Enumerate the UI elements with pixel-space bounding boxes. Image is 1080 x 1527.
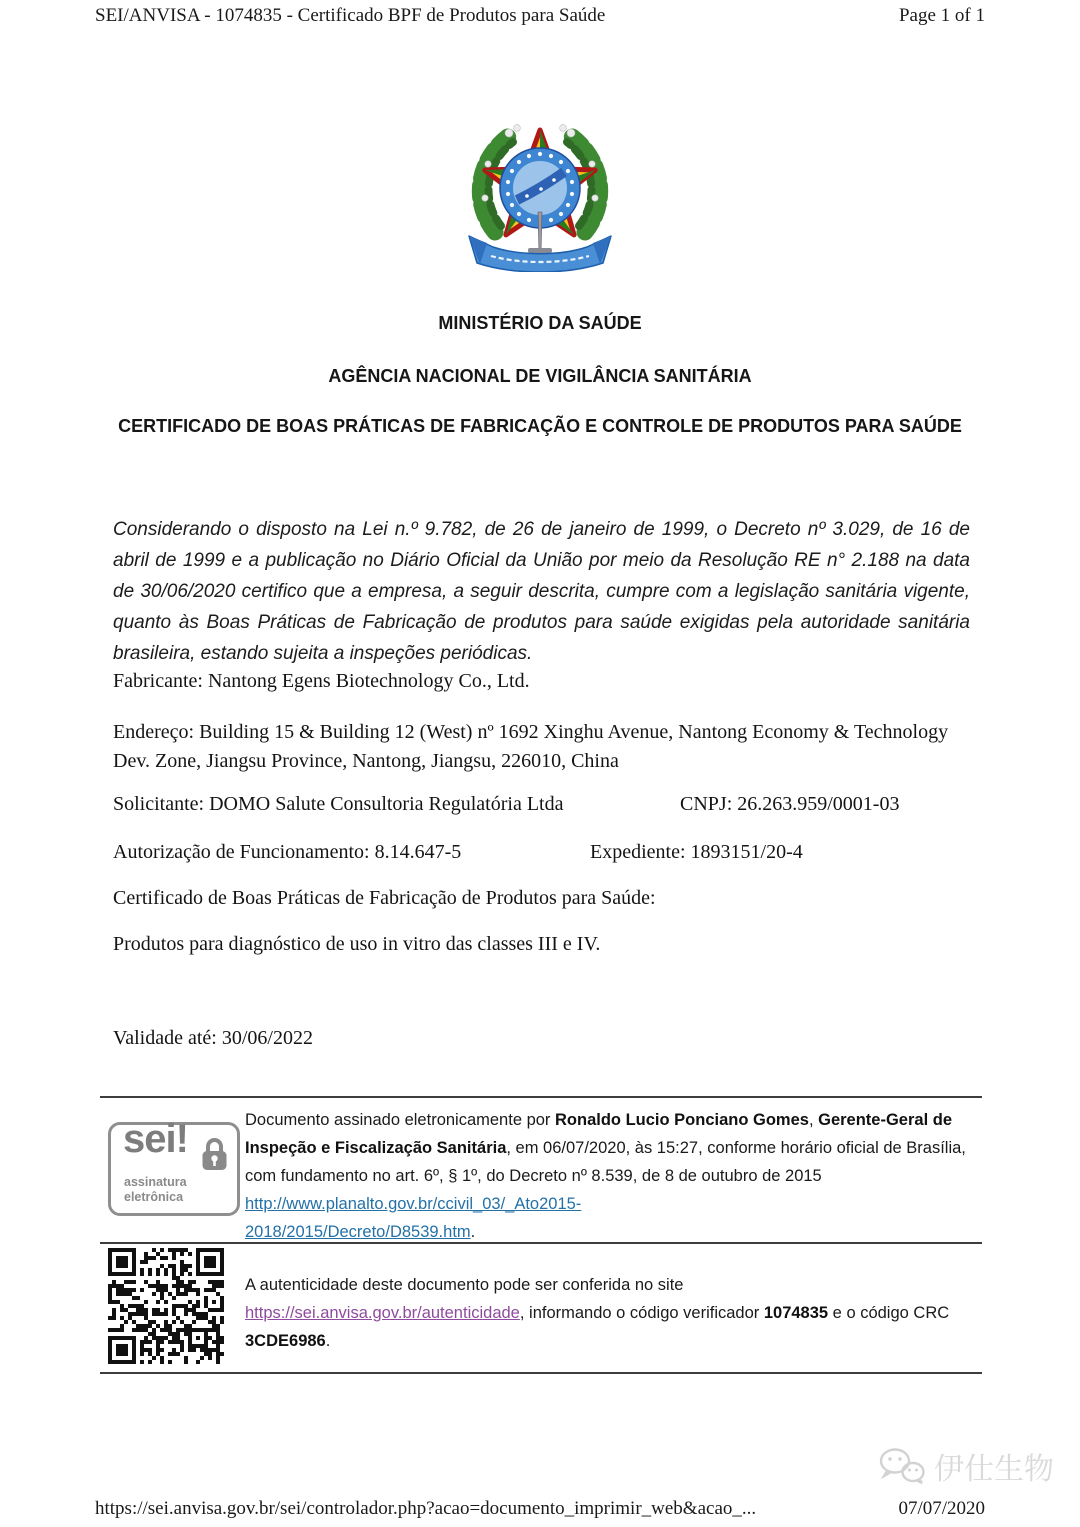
print-footer <box>95 1498 985 1520</box>
eletronica-label: eletrônica <box>124 1190 184 1204</box>
wechat-icon <box>878 1446 926 1486</box>
verificador-code: 1074835 <box>763 1304 829 1322</box>
signature-text-2: , em 06/07/2020, às 15:27, conforme horário oficial de Brasília, com fundamento no art. 6º, § 1º, do Decreto nº 8.539, de 8 de outubro de 2015 <box>245 1139 966 1185</box>
sei-signature-stamp <box>108 1117 240 1216</box>
coat-of-arms <box>453 106 627 272</box>
signature-period: . <box>470 1223 476 1241</box>
signer-role: Gerente-Geral de Inspeção e Fiscalização Sanitária <box>245 1111 953 1157</box>
planalto-link[interactable] <box>245 1195 581 1241</box>
signature-sep: , <box>808 1111 819 1129</box>
signature-text-1: Documento assinado eletronicamente por <box>245 1111 556 1129</box>
solicitante-line: Solicitante: DOMO Salute Consultoria Regulatória Ltda <box>113 793 564 815</box>
preamble-paragraph: Considerando o disposto na Lei n.º 9.782, de 26 de janeiro de 1999, o Decreto nº 3.029, de 16 de abril de 1999 e a publicação no Diário Oficial da União por meio da Resolução RE n° 2.188 na data de 30/06/2020 certifico que a empresa, a seguir descrita, cumpre com a legislação sanitária vigente, quanto às Boas Práticas de Fabricação de produtos para saúde exigidas pela autoridade sanitária brasileira, estando sujeita a inspeções periódicas. <box>113 519 970 664</box>
cnpj-value: CNPJ: 26.263.959/0001-03 <box>680 793 900 815</box>
signer-name: Ronaldo Lucio Ponciano Gomes <box>555 1111 809 1129</box>
planalto-link-line1: http://www.planalto.gov.br/ccivil_03/_Ato2015- <box>245 1195 582 1213</box>
footer-url: https://sei.anvisa.gov.br/sei/controlador.php?acao=documento_imprimir_web&acao_... <box>95 1498 757 1519</box>
validade-line: Validade até: 30/06/2022 <box>113 1027 313 1049</box>
separator-rule-1 <box>100 1096 982 1098</box>
print-header <box>95 5 985 27</box>
lock-icon <box>201 1137 228 1178</box>
separator-rule-3 <box>100 1372 982 1374</box>
footer-date: 07/07/2020 <box>898 1498 985 1519</box>
expediente-value: Expediente: 1893151/20-4 <box>590 841 803 863</box>
certificado-heading-line: Certificado de Boas Práticas de Fabricação de Produtos para Saúde: <box>113 887 656 909</box>
wechat-watermark <box>878 1444 1054 1488</box>
endereco-line: Endereço: Building 15 & Building 12 (West) nº 1692 Xinghu Avenue, Nantong Economy & Technology Dev. Zone, Jiangsu Province, Nantong, Jiangsu, 226010, China <box>113 721 949 772</box>
brazil-coat-of-arms-icon <box>453 106 627 272</box>
watermark-text: 伊仕生物 <box>934 1453 1054 1486</box>
fabricante-line: Fabricante: Nantong Egens Biotechnology Co., Ltd. <box>113 670 530 692</box>
page-indicator: Page 1 of 1 <box>898 5 985 26</box>
signature-paragraph <box>245 1106 972 1246</box>
assinatura-label: assinatura <box>124 1175 187 1189</box>
separator-rule-2 <box>100 1242 982 1244</box>
verification-paragraph <box>245 1271 972 1355</box>
sei-wordmark: sei! <box>123 1117 188 1161</box>
verification-text-3: e o código CRC <box>828 1304 950 1322</box>
certificate-title: CERTIFICADO DE BOAS PRÁTICAS DE FABRICAÇÃO E CONTROLE DE PRODUTOS PARA SAÚDE <box>118 416 962 436</box>
crc-code: 3CDE6986 <box>245 1332 326 1350</box>
autorizacao-line: Autorização de Funcionamento: 8.14.647-5 <box>113 841 462 863</box>
verification-text-2: , informando o código verificador <box>519 1304 764 1322</box>
ministry-title: MINISTÉRIO DA SAÚDE <box>438 313 642 333</box>
produtos-line: Produtos para diagnóstico de uso in vitro das classes III e IV. <box>113 933 601 955</box>
verification-line-1: A autenticidade deste documento pode ser conferida no site <box>245 1276 684 1294</box>
planalto-link-line2: 2018/2015/Decreto/D8539.htm <box>245 1223 471 1241</box>
autenticidade-link[interactable]: https://sei.anvisa.gov.br/autenticidade <box>245 1304 520 1322</box>
header-title: SEI/ANVISA - 1074835 - Certificado BPF de Produtos para Saúde <box>95 5 606 26</box>
verification-period: . <box>325 1332 331 1350</box>
qr-code <box>108 1248 224 1364</box>
agency-title: AGÊNCIA NACIONAL DE VIGILÂNCIA SANITÁRIA <box>328 366 752 386</box>
